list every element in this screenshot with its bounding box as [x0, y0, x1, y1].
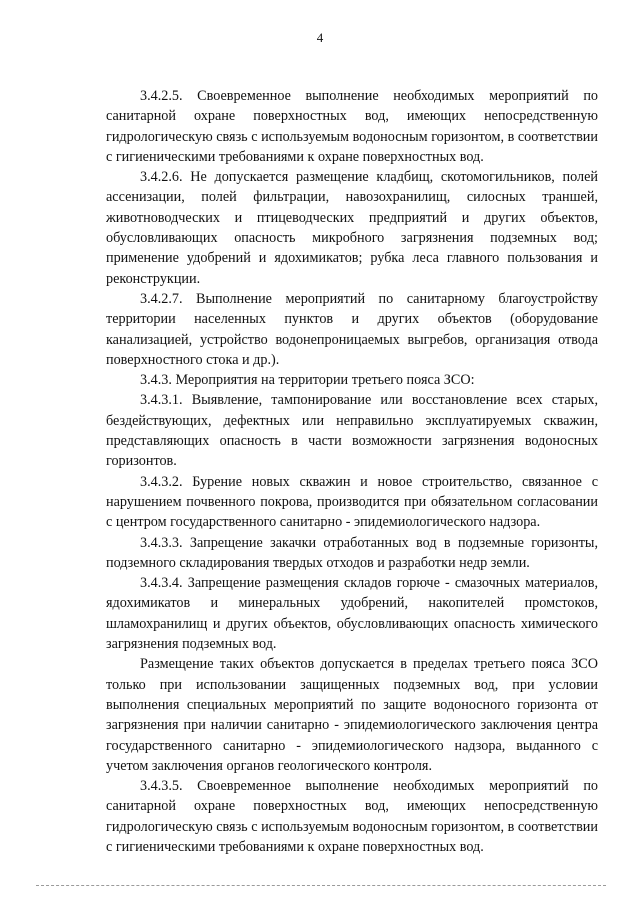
paragraph-3-4-3-4: 3.4.3.4. Запрещение размещения складов горюче - смазочных материалов, ядохимикатов и минеральных удобрений, накопителей промстоков, шламохранилищ и других объектов, обусловливающих опасность химического загрязнения подземных вод.	[106, 575, 598, 653]
paragraph-3-4-3-2: 3.4.3.2. Бурение новых скважин и новое строительство, связанное с нарушением почвенного покрова, производится при обязательном согласовании с центром государственного санитарно - эпидемиологического надзора.	[106, 473, 598, 531]
paragraph-3-4-3-heading: 3.4.3. Мероприятия на территории третьего пояса ЗСО:	[140, 372, 475, 389]
paragraph-3-4-2-5: 3.4.2.5. Своевременное выполнение необходимых мероприятий по санитарной охране поверхностных вод, имеющих непосредственную гидрологическую связь с используемым водоносным горизонтом, в соответствии с гигиеническими требованиями к охране поверхностных вод.	[106, 88, 598, 165]
paragraph-3-4-2-7: 3.4.2.7. Выполнение мероприятий по санитарному благоустройству территории населенных пунктов и других объектов (оборудование канализацией, устройство водонепроницаемых выгребов, организация отвода поверхностного стока и др.).	[106, 290, 598, 368]
paragraph-3-4-2-6: 3.4.2.6. Не допускается размещение кладбищ, скотомогильников, полей ассенизации, полей фильтрации, навозохранилищ, силосных траншей, животноводческих и птицеводческих предприятий и других объектов, обусловливающих опасность микробного загрязнения подземных вод; применение удобрений и ядохимикатов; рубка леса главного пользования и реконструкции.	[106, 169, 598, 287]
paragraph-3-4-3-5: 3.4.3.5. Своевременное выполнение необходимых мероприятий по санитарной охране поверхностных вод, имеющих непосредственную гидрологическую связь с используемым водоносным горизонтом, в соответствии с гигиеническими требованиями к охране поверхностных вод.	[106, 778, 598, 855]
document-body	[106, 86, 598, 857]
paragraph-3-4-3-1: 3.4.3.1. Выявление, тампонирование или восстановление всех старых, бездействующих, дефектных или неправильно эксплуатируемых скважин, представляющих опасность в части возможности загрязнения водоносных горизонтов.	[106, 392, 598, 470]
paragraph-placement-conditions: Размещение таких объектов допускается в пределах третьего пояса ЗСО только при использовании защищенных подземных вод, при условии выполнения специальных мероприятий по защите водоносного горизонта от загрязнения при наличии санитарно - эпидемиологического заключения центра государственного санитарно - эпидемиологического надзора, выданного с учетом заключения органов геологического контроля.	[106, 656, 598, 774]
scan-bottom-edge-line	[36, 885, 606, 886]
paragraph-3-4-3-3: 3.4.3.3. Запрещение закачки отработанных вод в подземные горизонты, подземного складирования твердых отходов и разработки недр земли.	[106, 534, 598, 571]
page-number: 4	[316, 30, 324, 45]
